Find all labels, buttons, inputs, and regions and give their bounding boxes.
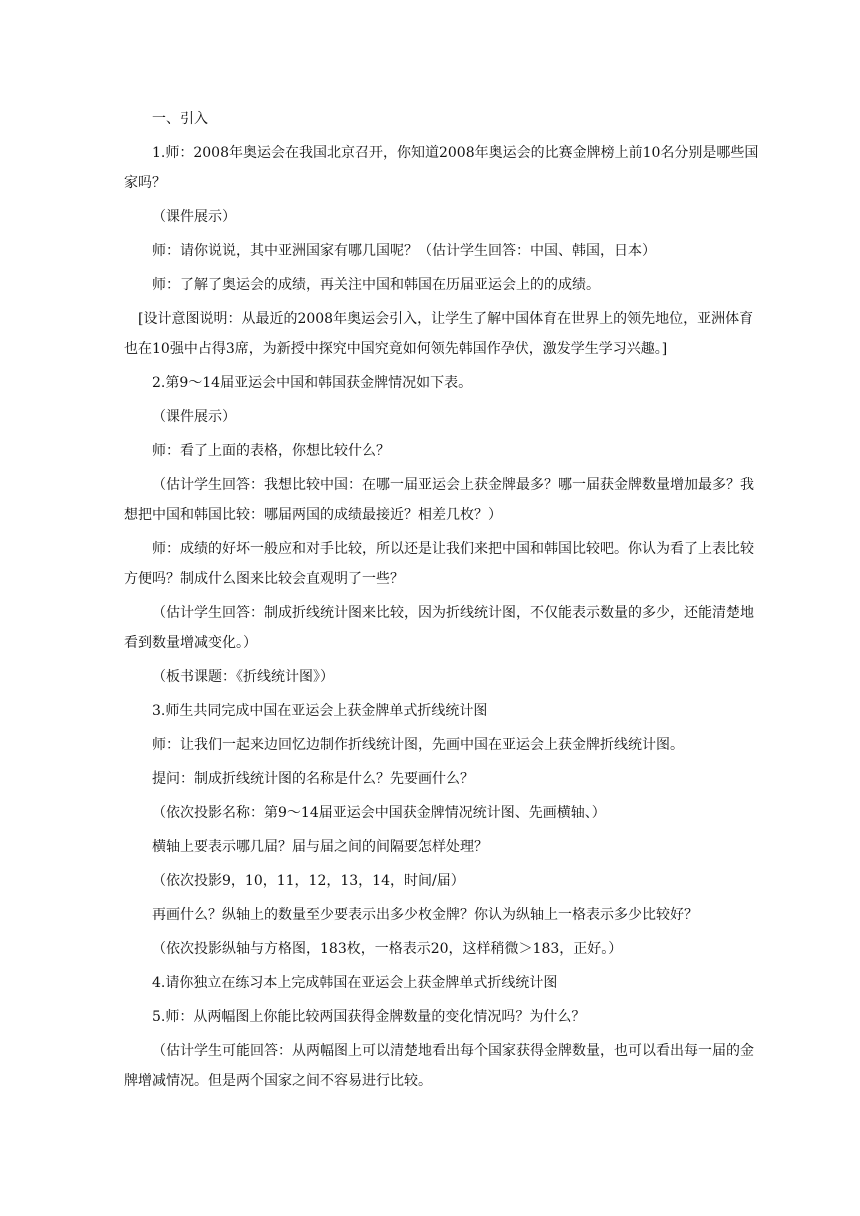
paragraph: 师：让我们一起来边回忆边制作折线统计图，先画中国在亚运会上获金牌折线统计图。 xyxy=(152,737,684,753)
paragraph: 3.师生共同完成中国在亚运会上获金牌单式折线统计图 xyxy=(152,703,488,719)
document-page xyxy=(124,104,764,1100)
paragraph: 师：看了上面的表格，你想比较什么？ xyxy=(152,443,390,459)
paragraph: （估计学生回答：制成折线统计图来比较，因为折线统计图，不仅能表示数量的多少，还能清楚地看到数量增减变化。） xyxy=(124,605,754,651)
design-note-paragraph: [设计意图说明：从最近的2008年奥运会引入，让学生了解中国体育在世界上的领先地位，亚洲体育也在10强中占得3席，为新授中探究中国究竟如何领先韩国作孕伏，激发学生学习兴趣。] xyxy=(124,311,754,357)
paragraph: （依次投影9，10，11，12，13，14，时间/届） xyxy=(152,873,465,889)
paragraph: 横轴上要表示哪几届？届与届之间的间隔要怎样处理？ xyxy=(152,839,488,855)
paragraph: 2.第9～14届亚运会中国和韩国获金牌情况如下表。 xyxy=(152,375,473,391)
paragraph: （课件展示） xyxy=(152,409,236,425)
paragraph: （课件展示） xyxy=(152,209,236,225)
paragraph: 再画什么？纵轴上的数量至少要表示出多少枚金牌？你认为纵轴上一格表示多少比较好？ xyxy=(152,907,698,923)
paragraph: 师：了解了奥运会的成绩，再关注中国和韩国在历届亚运会上的的成绩。 xyxy=(152,277,600,293)
paragraph: （依次投影纵轴与方格图，183枚，一格表示20，这样稍微＞183，正好。） xyxy=(152,941,623,957)
section-heading: 一、引入 xyxy=(152,111,208,127)
paragraph: 4.请你独立在练习本上完成韩国在亚运会上获金牌单式折线统计图 xyxy=(152,975,558,991)
paragraph: （估计学生回答：我想比较中国：在哪一届亚运会上获金牌最多？哪一届获金牌数量增加最多？我想把中国和韩国比较：哪届两国的成绩最接近？相差几枚？） xyxy=(124,477,754,523)
paragraph: 师：请你说说，其中亚洲国家有哪几国呢？（估计学生回答：中国、韩国，日本） xyxy=(152,243,656,259)
paragraph: 5.师：从两幅图上你能比较两国获得金牌数量的变化情况吗？为什么？ xyxy=(152,1009,586,1025)
paragraph: （依次投影名称：第9～14届亚运会中国获金牌情况统计图、先画横轴、） xyxy=(152,805,606,821)
paragraph: （估计学生可能回答：从两幅图上可以清楚地看出每个国家获得金牌数量，也可以看出每一届的金牌增减情况。但是两个国家之间不容易进行比较。 xyxy=(124,1043,754,1089)
paragraph: 师：成绩的好坏一般应和对手比较，所以还是让我们来把中国和韩国比较吧。你认为看了上表比较方便吗？制成什么图来比较会直观明了一些？ xyxy=(124,541,754,587)
paragraph: 1.师：2008年奥运会在我国北京召开，你知道2008年奥运会的比赛金牌榜上前10名分别是哪些国家吗？ xyxy=(124,145,759,191)
paragraph: （板书课题：《折线统计图》） xyxy=(152,669,334,685)
paragraph: 提问：制成折线统计图的名称是什么？先要画什么？ xyxy=(152,771,474,787)
